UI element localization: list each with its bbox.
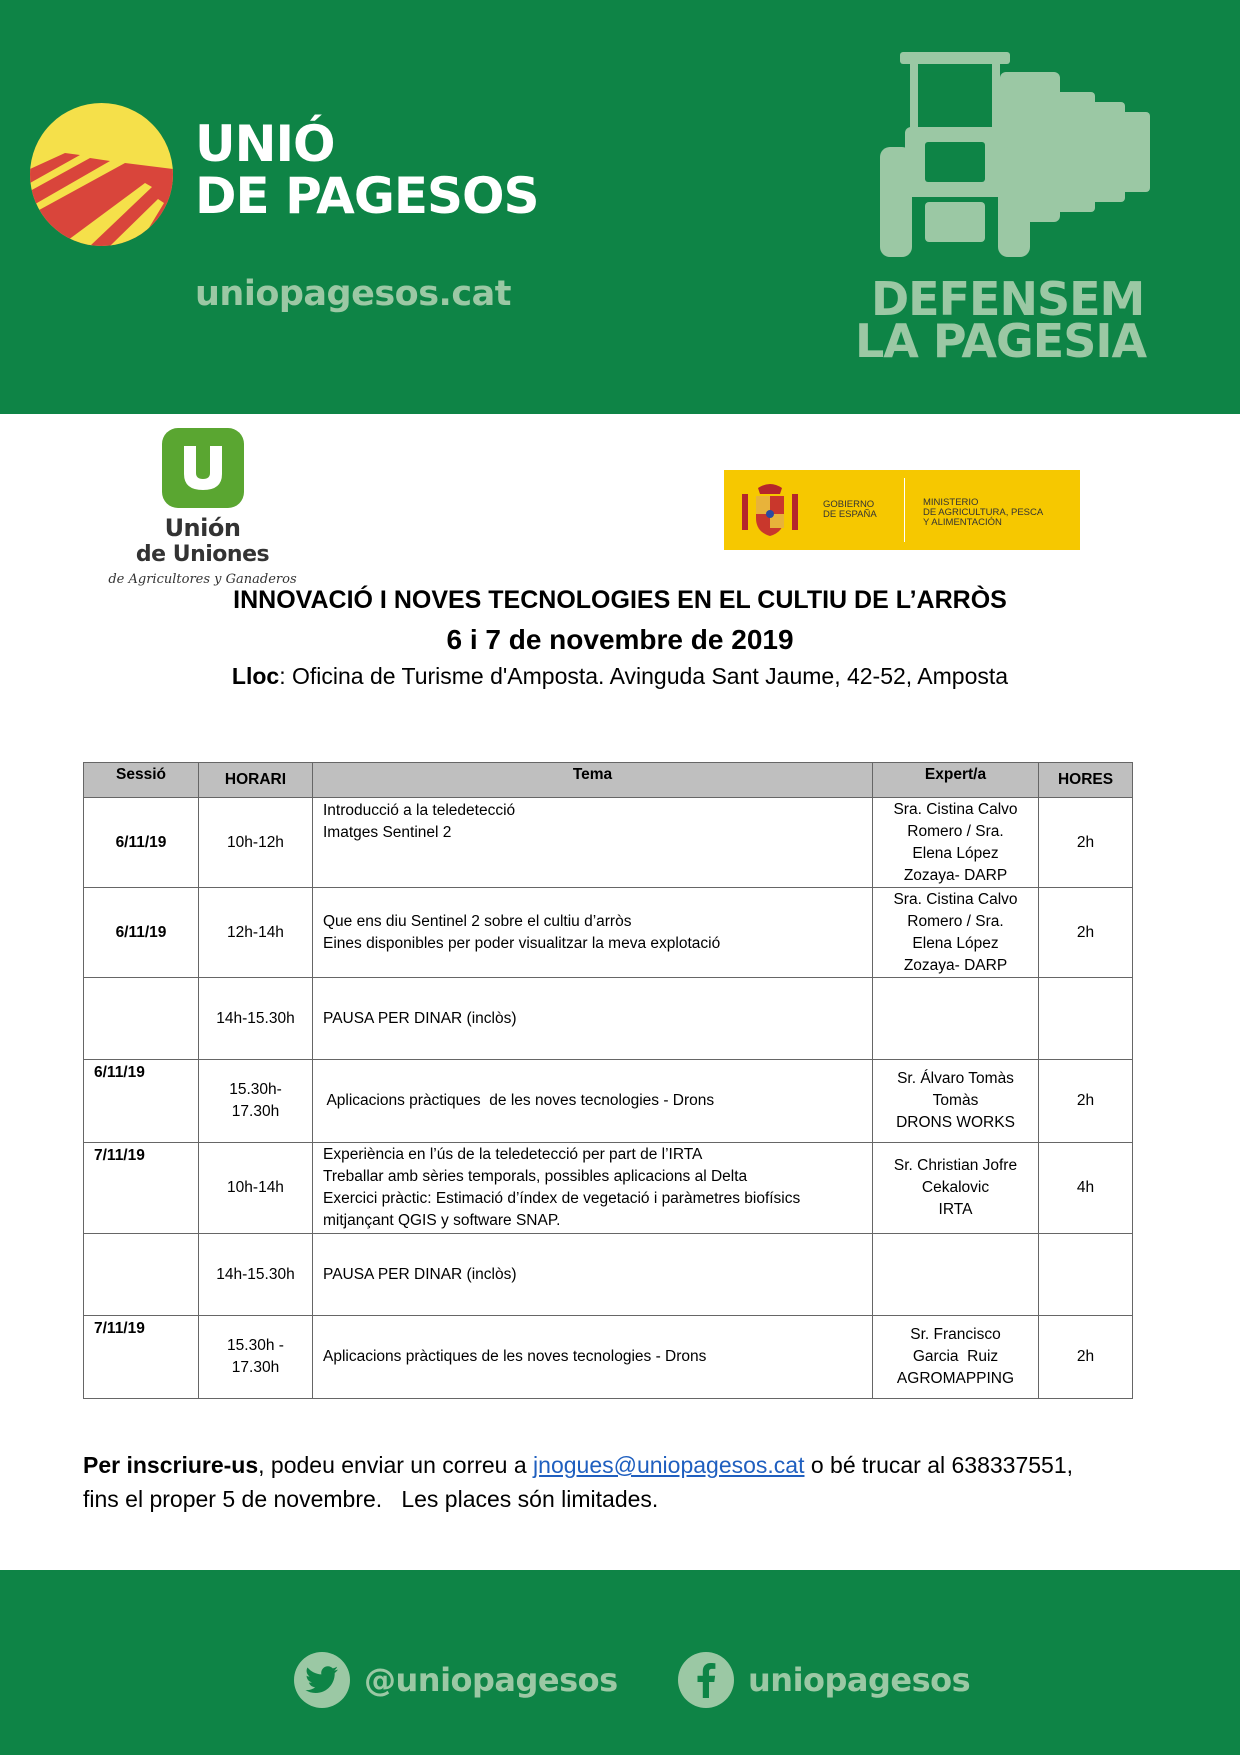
- session-hours: [1039, 978, 1133, 1060]
- expert-line: Zozaya- DARP: [903, 866, 1008, 884]
- table-row-break: [84, 978, 1133, 1060]
- ministerio-line-1: MINISTERIO: [923, 497, 979, 508]
- header-topic: Tema: [313, 763, 873, 798]
- event-location: [0, 663, 1240, 690]
- time-line: 17.30h: [231, 1359, 280, 1376]
- session-date: 7/11/19: [84, 1316, 199, 1399]
- gobierno-line-2: DE ESPAÑA: [823, 509, 877, 520]
- time-line: 10h-12h: [227, 833, 284, 851]
- facebook-link[interactable]: [678, 1652, 970, 1708]
- session-time: [199, 798, 313, 888]
- topic-line: Experiència en l’ús de la teledetecció per part de l’IRTA: [323, 1146, 703, 1163]
- session-topic: [313, 888, 873, 978]
- session-hours: [1039, 1234, 1133, 1316]
- expert-line: DRONS WORKS: [896, 1114, 1015, 1131]
- expert-line: Tomàs: [932, 1092, 979, 1109]
- topic-line: PAUSA PER DINAR (inclòs): [323, 1009, 517, 1027]
- session-topic: [313, 1316, 873, 1399]
- topic-line: mitjançant QGIS y software SNAP.: [323, 1212, 561, 1229]
- session-topic: [313, 798, 873, 888]
- gobierno-ministerio-logo: [724, 470, 1080, 550]
- expert-line: Sra. Cistina Calvo: [893, 800, 1018, 818]
- session-time: [199, 1060, 313, 1143]
- session-topic: [313, 1234, 873, 1316]
- coat-of-arms-icon: [740, 480, 800, 540]
- session-date: [84, 978, 199, 1060]
- gobierno-line-1: GOBIERNO: [823, 499, 875, 510]
- session-expert: [873, 798, 1039, 888]
- time-line: 14h-15.30h: [216, 1265, 295, 1283]
- union-line-2: de Uniones: [135, 542, 270, 567]
- header-time: HORARI: [199, 763, 313, 798]
- topic-line: Que ens diu Sentinel 2 sobre el cultiu d’arròs: [323, 912, 632, 930]
- table-row: [84, 1143, 1133, 1234]
- session-expert: [873, 1060, 1039, 1143]
- session-time: [199, 888, 313, 978]
- table-row-break: [84, 1234, 1133, 1316]
- registration-info: [83, 1448, 1163, 1516]
- registration-email-link[interactable]: jnogues@uniopagesos.cat: [533, 1452, 805, 1478]
- session-topic: [313, 1060, 873, 1143]
- twitter-handle: @uniopagesos: [364, 1661, 618, 1699]
- header-hours: HORES: [1039, 763, 1133, 798]
- table-row: [84, 888, 1133, 978]
- twitter-icon: [294, 1652, 350, 1708]
- brand-line-1: UNIÓ: [195, 115, 335, 173]
- session-time: [199, 978, 313, 1060]
- topic-line: Treballar amb sèries temporals, possibles aplicacions al Delta: [323, 1168, 748, 1185]
- session-date: 6/11/19: [84, 798, 199, 888]
- session-date: 6/11/19: [84, 1060, 199, 1143]
- topic-line: Introducció a la teledetecció: [323, 802, 516, 819]
- union-line-3: de Agricultores y Ganaderos: [108, 572, 297, 587]
- session-hours: 2h: [1039, 888, 1133, 978]
- facebook-icon: [678, 1652, 734, 1708]
- session-topic: [313, 978, 873, 1060]
- brand-name: [195, 115, 539, 225]
- session-topic: [313, 1143, 873, 1234]
- tractors-illustration: [880, 52, 1170, 257]
- facebook-handle: uniopagesos: [748, 1661, 971, 1699]
- ministerio-line-2: DE AGRICULTURA, PESCA: [923, 507, 1044, 518]
- expert-line: Sra. Cistina Calvo: [893, 890, 1018, 908]
- logo-divider: [904, 478, 905, 542]
- registration-text-2: o bé trucar al 638337551,: [804, 1452, 1074, 1478]
- topic-line: Imatges Sentinel 2: [323, 824, 452, 841]
- expert-line: AGROMAPPING: [896, 1370, 1015, 1387]
- location-label: Lloc: [231, 663, 280, 689]
- expert-line: Sr. Álvaro Tomàs: [897, 1070, 1014, 1087]
- expert-line: Romero / Sra.: [907, 822, 1004, 840]
- unio-de-pagesos-logo: [30, 103, 173, 246]
- registration-text-3: fins el proper 5 de novembre. Les places són limitades.: [83, 1486, 659, 1512]
- table-row: [84, 798, 1133, 888]
- session-hours: 4h: [1039, 1143, 1133, 1234]
- expert-line: Romero / Sra.: [907, 912, 1004, 930]
- time-line: 14h-15.30h: [216, 1009, 295, 1027]
- topic-line: Aplicacions pràctiques de les noves tecnologies - Drons: [323, 1092, 715, 1109]
- session-time: [199, 1234, 313, 1316]
- ministerio-text: [923, 498, 1043, 528]
- time-line: 12h-14h: [227, 923, 284, 941]
- footer-banner: [0, 1570, 1240, 1755]
- session-expert: [873, 1143, 1039, 1234]
- session-time: [199, 1143, 313, 1234]
- u-badge-icon: [162, 428, 244, 508]
- expert-line: Elena López: [912, 844, 999, 862]
- union-de-uniones-logo: [100, 428, 300, 588]
- expert-line: Sr. Francisco: [910, 1326, 1001, 1343]
- session-time: [199, 1316, 313, 1399]
- header-expert: Expert/a: [873, 763, 1039, 798]
- expert-line: Zozaya- DARP: [903, 956, 1008, 974]
- header-banner: [0, 0, 1240, 414]
- expert-line: Garcia Ruiz: [912, 1348, 999, 1365]
- ministerio-line-3: Y ALIMENTACIÓN: [923, 517, 1002, 528]
- expert-line: Sr. Christian Jofre: [893, 1157, 1018, 1174]
- session-hours: 2h: [1039, 798, 1133, 888]
- slogan: [855, 272, 1195, 368]
- union-line-1: Unión: [164, 514, 241, 542]
- topic-line: Aplicacions pràctiques de les noves tecnologies - Drons: [323, 1348, 707, 1365]
- event-dates: 6 i 7 de novembre de 2019: [446, 624, 794, 655]
- gobierno-text: [823, 500, 877, 520]
- time-line: 17.30h: [231, 1103, 280, 1120]
- table-row: [84, 1060, 1133, 1143]
- twitter-link[interactable]: [294, 1652, 618, 1708]
- session-expert: [873, 1234, 1039, 1316]
- topic-line: Exercici pràctic: Estimació d’índex de vegetació i paràmetres biofísics: [323, 1190, 801, 1207]
- topic-line: PAUSA PER DINAR (inclòs): [323, 1265, 517, 1283]
- session-expert: [873, 1316, 1039, 1399]
- expert-line: IRTA: [938, 1201, 973, 1218]
- website-text: uniopagesos.cat: [195, 274, 511, 314]
- topic-line: Eines disponibles per poder visualitzar la meva explotació: [323, 934, 721, 952]
- expert-line: Cekalovic: [921, 1179, 990, 1196]
- registration-text-1: , podeu enviar un correu a: [258, 1452, 534, 1478]
- slogan-line-1: DEFENSEM: [871, 272, 1145, 326]
- slogan-line-2: LA PAGESIA: [855, 314, 1147, 368]
- brand-line-2: DE PAGESOS: [195, 167, 539, 225]
- table-header-row: [84, 763, 1133, 798]
- session-hours: 2h: [1039, 1316, 1133, 1399]
- time-line: 15.30h -: [227, 1337, 284, 1354]
- session-expert: [873, 978, 1039, 1060]
- session-date: 7/11/19: [84, 1143, 199, 1234]
- session-date: [84, 1234, 199, 1316]
- session-date: 6/11/19: [84, 888, 199, 978]
- event-title: INNOVACIÓ I NOVES TECNOLOGIES EN EL CULTIU DE L’ARRÒS: [233, 586, 1007, 614]
- time-line: 10h-14h: [227, 1179, 284, 1196]
- session-hours: 2h: [1039, 1060, 1133, 1143]
- location-value: : Oficina de Turisme d'Amposta. Avinguda Sant Jaume, 42-52, Amposta: [279, 663, 1009, 689]
- session-expert: [873, 888, 1039, 978]
- time-line: 15.30h-: [229, 1081, 282, 1098]
- registration-lead: Per inscriure-us: [83, 1452, 259, 1478]
- expert-line: Elena López: [912, 934, 999, 952]
- header-session: Sessió: [84, 763, 199, 798]
- table-row: [84, 1316, 1133, 1399]
- schedule-table: [83, 762, 1133, 1399]
